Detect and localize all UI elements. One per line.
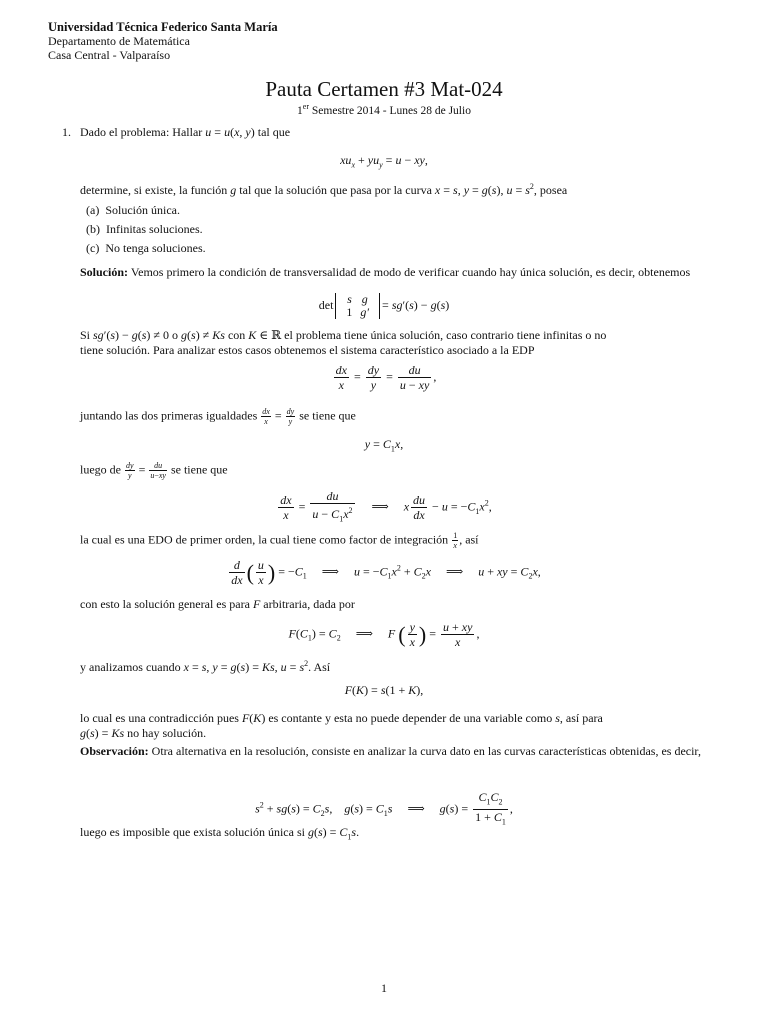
option-a: (a) Solución única.: [86, 203, 180, 217]
observation-label: Observación:: [80, 744, 149, 758]
campus-name: Casa Central - Valparaíso: [48, 48, 171, 62]
document-subtitle: 1er Semestre 2014 - Lunes 28 de Julio: [297, 102, 471, 117]
solution-paragraph-5: la cual es una EDO de primer orden, la cual tiene como factor de integración $\frac{1}{x}$ , así: [80, 531, 479, 550]
solution-paragraph-8b: g(s) = Ks no hay solución.: [80, 726, 207, 740]
solution-label: Solución:: [80, 265, 129, 279]
option-c: (c) No tenga soluciones.: [86, 241, 206, 255]
problem-intro: Dado el problema: Hallar u = u(x, y) tal que: [80, 125, 291, 139]
equation-integration: $\frac{d}{dx}$ ( $\frac{u}{x}$ ) = $-C_1$ ⟹ $u = -C_1x^2 + C_2x$ ⟹ u + xy = $C_2x$,: [231, 558, 541, 587]
equation-general-solution: $F(C_1) = C_2$ ⟹ F ( $\frac{y}{x}$ ) = $\frac{u + xy}{x}$ ,: [288, 620, 480, 649]
solution-paragraph-6: con esto la solución general es para F arbitraria, dada por: [80, 597, 355, 611]
university-name: Universidad Técnica Federico Santa María: [48, 20, 278, 34]
solution-paragraph-2: Si sg′(s) − g(s) ≠ 0 o g(s) ≠ Ks con K ∈ ℝ el problema tiene única solución, caso contrario tiene infinitas o no: [80, 328, 607, 342]
solution-paragraph-2b: tiene solución. Para analizar estos casos obtenemos el sistema característico asociado a la EDP: [80, 343, 535, 357]
observation-paragraph: Observación: Otra alternativa en la resolución, consiste en analizar la curva dato en las curvas características obtenidas, es decir,: [80, 744, 701, 758]
solution-paragraph-8: lo cual es una contradicción pues F(K) es contante y esta no puede depender de una variable como s, así para: [80, 711, 603, 725]
observation-final: luego es imposible que exista solución única si $g(s) = C_1s$.: [80, 825, 360, 842]
document-title: Pauta Certamen #3 Mat-024: [265, 77, 503, 101]
solution-paragraph-7: y analizamos cuando x = s, y = g(s) = Ks, $u = s^2$. Así: [80, 659, 331, 674]
page-number: 1: [381, 981, 387, 995]
problem-determine: determine, si existe, la función g tal que la solución que pasa por la curva x = s, y = g(s), $u = s^2$, posea: [80, 182, 568, 197]
equation-pde: $xu_x + yu_y = u$ − xy,: [340, 153, 428, 170]
department-name: Departamento de Matemática: [48, 34, 190, 48]
equation-edo: $\frac{dx}{x}$ = $\frac{du}{u - C_1x^2}$ ⟹ x $\frac{du}{dx}$ − $u = -C_1x^2$,: [280, 489, 492, 524]
solution-paragraph-1: Solución: Vemos primero la condición de transversalidad de modo de verificar cuando hay única solución, es decir, obtenemos: [80, 265, 691, 279]
solution-paragraph-4: luego de $\frac{dy}{y}$ = $\frac{du}{u-xy}$ se tiene que: [80, 461, 228, 480]
equation-contradiction: F(K) = s(1 + K),: [344, 683, 424, 697]
option-b: (b) Infinitas soluciones.: [86, 222, 203, 236]
problem-number: 1.: [62, 125, 71, 139]
equation-y-c1x: $y = C_1x$,: [364, 437, 404, 454]
equation-observation: $s^2 + sg(s) = C_2s$, $g(s) = C_1s$ ⟹ g(s) = $\frac{C_1C_2}{1 + C_1}$ ,: [255, 790, 513, 827]
equation-characteristic: $\frac{dx}{x}$ = $\frac{dy}{y}$ = $\frac{du}{u - xy}$ ,: [335, 363, 437, 392]
solution-paragraph-3: juntando las dos primeras igualdades $\frac{dx}{x}$ = $\frac{dy}{y}$ se tiene que: [80, 407, 356, 426]
equation-determinant: det s g 1 g′ = sg′(s) − g(s): [318, 292, 450, 319]
header-block: [48, 20, 278, 62]
